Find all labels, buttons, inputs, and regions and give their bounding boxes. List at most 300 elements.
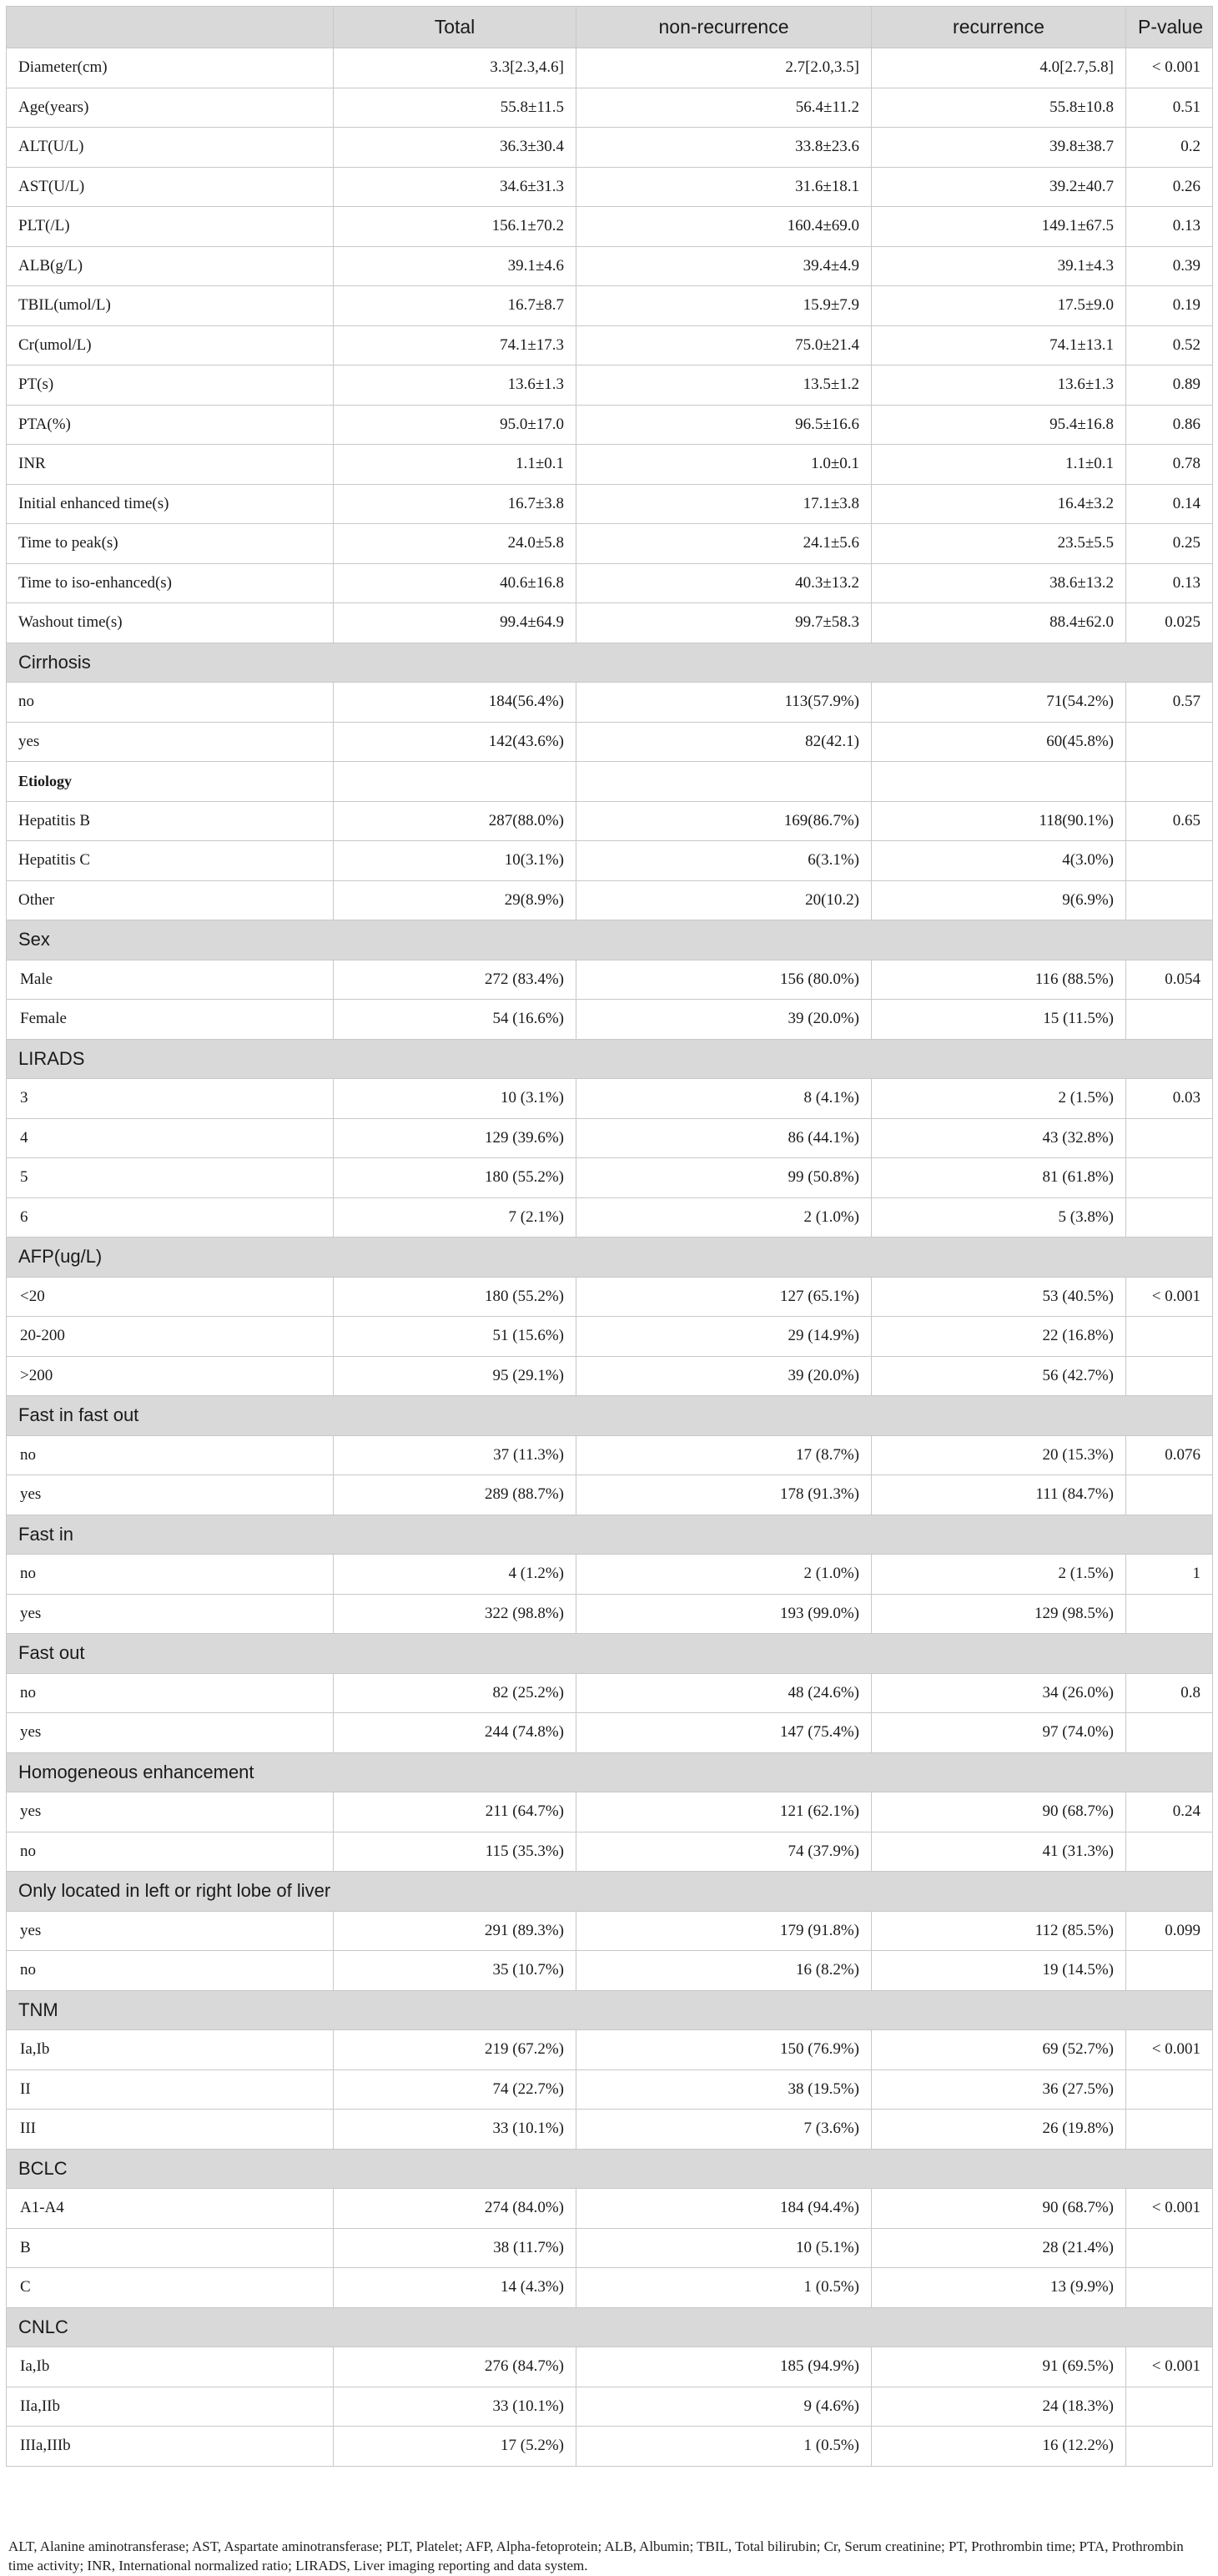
table-row <box>7 1832 1213 1872</box>
non-recurrence-cell: 48 (24.6%) <box>576 1673 872 1713</box>
p-value-cell <box>1126 2427 1213 2467</box>
p-value-cell: 0.14 <box>1126 484 1213 524</box>
non-recurrence-cell: 13.5±1.2 <box>576 365 872 406</box>
total-cell: 36.3±30.4 <box>334 128 576 168</box>
table-row <box>7 1713 1213 1753</box>
non-recurrence-cell: 127 (65.1%) <box>576 1277 872 1317</box>
p-value-cell <box>1126 2110 1213 2150</box>
non-recurrence-cell: 1.0±0.1 <box>576 445 872 485</box>
table-row <box>7 484 1213 524</box>
row-label: Hepatitis B <box>7 801 334 841</box>
p-value-cell: 0.86 <box>1126 405 1213 445</box>
total-cell: 34.6±31.3 <box>334 167 576 207</box>
p-value-cell <box>1126 2268 1213 2308</box>
table-footnote: ALT, Alanine aminotransferase; AST, Aspartate aminotransferase; PLT, Platelet; AFP, Alpha-fetoprotein; ALB, Albumin; TBIL, Total bilirubin; Cr, Serum creatinine; PT, Prothrombin time; PTA, Prothrombin time activity; INR, International normalized ratio; LIRADS, Liver imaging reporting and data system. <box>8 2538 1184 2573</box>
recurrence-cell: 53 (40.5%) <box>872 1277 1126 1317</box>
total-cell: 219 (67.2%) <box>334 2030 576 2070</box>
recurrence-cell: 1.1±0.1 <box>872 445 1126 485</box>
total-cell: 95.0±17.0 <box>334 405 576 445</box>
recurrence-cell: 90 (68.7%) <box>872 2189 1126 2229</box>
p-value-cell: 0.25 <box>1126 524 1213 564</box>
non-recurrence-cell <box>576 762 872 802</box>
recurrence-cell: 5 (3.8%) <box>872 1197 1126 1238</box>
recurrence-cell: 26 (19.8%) <box>872 2110 1126 2150</box>
non-recurrence-cell: 169(86.7%) <box>576 801 872 841</box>
p-value-cell <box>1126 841 1213 881</box>
p-value-cell: 0.025 <box>1126 603 1213 643</box>
row-label: Ia,Ib <box>7 2030 334 2070</box>
group-label: Fast in fast out <box>7 1396 1213 1436</box>
p-value-cell <box>1126 2387 1213 2427</box>
group-header-row <box>7 1634 1213 1674</box>
recurrence-cell: 19 (14.5%) <box>872 1951 1126 1991</box>
non-recurrence-cell: 160.4±69.0 <box>576 207 872 247</box>
row-label: no <box>7 1951 334 1991</box>
row-label: yes <box>7 1475 334 1515</box>
row-label: no <box>7 1435 334 1475</box>
table-row <box>7 325 1213 365</box>
total-cell: 40.6±16.8 <box>334 563 576 603</box>
group-header-row <box>7 2307 1213 2347</box>
non-recurrence-cell: 179 (91.8%) <box>576 1911 872 1951</box>
row-label: C <box>7 2268 334 2308</box>
recurrence-cell: 34 (26.0%) <box>872 1673 1126 1713</box>
table-row <box>7 563 1213 603</box>
table-row <box>7 445 1213 485</box>
table-row <box>7 128 1213 168</box>
p-value-cell <box>1126 2069 1213 2110</box>
non-recurrence-cell: 39.4±4.9 <box>576 246 872 286</box>
table-row <box>7 246 1213 286</box>
recurrence-cell: 9(6.9%) <box>872 880 1126 920</box>
total-cell: 272 (83.4%) <box>334 960 576 1000</box>
table-row <box>7 1158 1213 1198</box>
p-value-cell: 0.52 <box>1126 325 1213 365</box>
non-recurrence-cell: 38 (19.5%) <box>576 2069 872 2110</box>
p-value-cell: 0.2 <box>1126 128 1213 168</box>
row-label: Etiology <box>7 762 334 802</box>
p-value-cell: 0.78 <box>1126 445 1213 485</box>
total-cell: 156.1±70.2 <box>334 207 576 247</box>
table-row <box>7 1594 1213 1634</box>
row-label: Age(years) <box>7 88 334 128</box>
total-cell: 211 (64.7%) <box>334 1792 576 1832</box>
row-label: yes <box>7 1594 334 1634</box>
table-row <box>7 1000 1213 1040</box>
recurrence-cell: 81 (61.8%) <box>872 1158 1126 1198</box>
row-label: 20-200 <box>7 1317 334 1357</box>
non-recurrence-cell: 147 (75.4%) <box>576 1713 872 1753</box>
group-header-row <box>7 1872 1213 1912</box>
recurrence-cell: 17.5±9.0 <box>872 286 1126 326</box>
group-label: Fast in <box>7 1515 1213 1555</box>
row-label: Time to peak(s) <box>7 524 334 564</box>
row-label: B <box>7 2228 334 2268</box>
row-label: PTA(%) <box>7 405 334 445</box>
p-value-cell: < 0.001 <box>1126 2347 1213 2387</box>
table-row <box>7 286 1213 326</box>
table-row <box>7 1792 1213 1832</box>
total-cell: 1.1±0.1 <box>334 445 576 485</box>
non-recurrence-cell: 2 (1.0%) <box>576 1197 872 1238</box>
table-row <box>7 1079 1213 1119</box>
total-cell: 3.3[2.3,4.6] <box>334 48 576 88</box>
group-label: Homogeneous enhancement <box>7 1752 1213 1792</box>
row-label: >200 <box>7 1356 334 1396</box>
p-value-cell: < 0.001 <box>1126 1277 1213 1317</box>
row-label: Washout time(s) <box>7 603 334 643</box>
group-label: CNLC <box>7 2307 1213 2347</box>
p-value-cell: < 0.001 <box>1126 48 1213 88</box>
total-cell: 54 (16.6%) <box>334 1000 576 1040</box>
recurrence-cell: 16.4±3.2 <box>872 484 1126 524</box>
table-row <box>7 2110 1213 2150</box>
table-row <box>7 2347 1213 2387</box>
p-value-cell: 0.24 <box>1126 1792 1213 1832</box>
total-cell: 274 (84.0%) <box>334 2189 576 2229</box>
recurrence-cell: 15 (11.5%) <box>872 1000 1126 1040</box>
non-recurrence-cell: 121 (62.1%) <box>576 1792 872 1832</box>
row-label: Time to iso-enhanced(s) <box>7 563 334 603</box>
p-value-cell: 0.8 <box>1126 1673 1213 1713</box>
recurrence-cell: 39.8±38.7 <box>872 128 1126 168</box>
total-cell: 276 (84.7%) <box>334 2347 576 2387</box>
row-label: no <box>7 683 334 723</box>
row-label: Other <box>7 880 334 920</box>
characteristics-table <box>6 6 1213 2467</box>
non-recurrence-cell: 86 (44.1%) <box>576 1118 872 1158</box>
header-label <box>7 7 334 48</box>
table-row <box>7 1673 1213 1713</box>
non-recurrence-cell: 99 (50.8%) <box>576 1158 872 1198</box>
row-label: AST(U/L) <box>7 167 334 207</box>
recurrence-cell: 56 (42.7%) <box>872 1356 1126 1396</box>
total-cell: 180 (55.2%) <box>334 1158 576 1198</box>
non-recurrence-cell: 29 (14.9%) <box>576 1317 872 1357</box>
total-cell: 38 (11.7%) <box>334 2228 576 2268</box>
group-header-row <box>7 1990 1213 2030</box>
non-recurrence-cell: 15.9±7.9 <box>576 286 872 326</box>
recurrence-cell: 118(90.1%) <box>872 801 1126 841</box>
table-row <box>7 960 1213 1000</box>
table-row <box>7 683 1213 723</box>
recurrence-cell: 88.4±62.0 <box>872 603 1126 643</box>
row-label: 6 <box>7 1197 334 1238</box>
row-label: Hepatitis C <box>7 841 334 881</box>
group-header-row <box>7 920 1213 960</box>
total-cell: 4 (1.2%) <box>334 1555 576 1595</box>
non-recurrence-cell: 178 (91.3%) <box>576 1475 872 1515</box>
p-value-cell: 0.51 <box>1126 88 1213 128</box>
row-label: Initial enhanced time(s) <box>7 484 334 524</box>
total-cell: 129 (39.6%) <box>334 1118 576 1158</box>
p-value-cell: 0.054 <box>1126 960 1213 1000</box>
p-value-cell <box>1126 1317 1213 1357</box>
non-recurrence-cell: 40.3±13.2 <box>576 563 872 603</box>
group-label: AFP(ug/L) <box>7 1238 1213 1278</box>
group-label: TNM <box>7 1990 1213 2030</box>
p-value-cell: 0.099 <box>1126 1911 1213 1951</box>
non-recurrence-cell: 193 (99.0%) <box>576 1594 872 1634</box>
p-value-cell <box>1126 880 1213 920</box>
total-cell: 7 (2.1%) <box>334 1197 576 1238</box>
non-recurrence-cell: 185 (94.9%) <box>576 2347 872 2387</box>
recurrence-cell: 4(3.0%) <box>872 841 1126 881</box>
non-recurrence-cell: 17.1±3.8 <box>576 484 872 524</box>
header-p-value: P-value <box>1126 7 1213 48</box>
non-recurrence-cell: 74 (37.9%) <box>576 1832 872 1872</box>
table-row <box>7 1356 1213 1396</box>
total-cell: 184(56.4%) <box>334 683 576 723</box>
table-row <box>7 207 1213 247</box>
row-label: <20 <box>7 1277 334 1317</box>
table-row <box>7 365 1213 406</box>
row-label: IIIa,IIIb <box>7 2427 334 2467</box>
recurrence-cell: 111 (84.7%) <box>872 1475 1126 1515</box>
non-recurrence-cell: 156 (80.0%) <box>576 960 872 1000</box>
table-row <box>7 603 1213 643</box>
row-label: Diameter(cm) <box>7 48 334 88</box>
row-label: PT(s) <box>7 365 334 406</box>
recurrence-cell: 55.8±10.8 <box>872 88 1126 128</box>
p-value-cell <box>1126 1356 1213 1396</box>
total-cell: 17 (5.2%) <box>334 2427 576 2467</box>
total-cell: 322 (98.8%) <box>334 1594 576 1634</box>
table-row <box>7 1911 1213 1951</box>
recurrence-cell: 16 (12.2%) <box>872 2427 1126 2467</box>
total-cell: 115 (35.3%) <box>334 1832 576 1872</box>
p-value-cell <box>1126 1594 1213 1634</box>
recurrence-cell: 97 (74.0%) <box>872 1713 1126 1753</box>
table-row <box>7 167 1213 207</box>
recurrence-cell: 95.4±16.8 <box>872 405 1126 445</box>
table-row <box>7 1475 1213 1515</box>
recurrence-cell: 116 (88.5%) <box>872 960 1126 1000</box>
table-row <box>7 2030 1213 2070</box>
recurrence-cell: 20 (15.3%) <box>872 1435 1126 1475</box>
total-cell: 10(3.1%) <box>334 841 576 881</box>
non-recurrence-cell: 82(42.1) <box>576 722 872 762</box>
table-row <box>7 2189 1213 2229</box>
non-recurrence-cell: 1 (0.5%) <box>576 2427 872 2467</box>
non-recurrence-cell: 113(57.9%) <box>576 683 872 723</box>
recurrence-cell: 2 (1.5%) <box>872 1079 1126 1119</box>
total-cell: 95 (29.1%) <box>334 1356 576 1396</box>
subgroup-header-row <box>7 762 1213 802</box>
total-cell: 16.7±8.7 <box>334 286 576 326</box>
total-cell: 33 (10.1%) <box>334 2110 576 2150</box>
p-value-cell: 0.57 <box>1126 683 1213 723</box>
table-row <box>7 801 1213 841</box>
row-label: IIa,IIb <box>7 2387 334 2427</box>
recurrence-cell: 149.1±67.5 <box>872 207 1126 247</box>
total-cell: 244 (74.8%) <box>334 1713 576 1753</box>
p-value-cell <box>1126 1197 1213 1238</box>
table-body <box>7 48 1213 2467</box>
recurrence-cell: 4.0[2.7,5.8] <box>872 48 1126 88</box>
non-recurrence-cell: 2.7[2.0,3.5] <box>576 48 872 88</box>
recurrence-cell: 36 (27.5%) <box>872 2069 1126 2110</box>
recurrence-cell: 22 (16.8%) <box>872 1317 1126 1357</box>
p-value-cell <box>1126 1000 1213 1040</box>
row-label: 3 <box>7 1079 334 1119</box>
recurrence-cell: 39.2±40.7 <box>872 167 1126 207</box>
table-row <box>7 88 1213 128</box>
table-row <box>7 1951 1213 1991</box>
row-label: no <box>7 1555 334 1595</box>
row-label: 5 <box>7 1158 334 1198</box>
recurrence-cell: 28 (21.4%) <box>872 2228 1126 2268</box>
row-label: yes <box>7 722 334 762</box>
p-value-cell <box>1126 2228 1213 2268</box>
p-value-cell: 0.03 <box>1126 1079 1213 1119</box>
non-recurrence-cell: 75.0±21.4 <box>576 325 872 365</box>
p-value-cell: 0.65 <box>1126 801 1213 841</box>
table-row <box>7 1317 1213 1357</box>
group-label: LIRADS <box>7 1039 1213 1079</box>
non-recurrence-cell: 96.5±16.6 <box>576 405 872 445</box>
non-recurrence-cell: 8 (4.1%) <box>576 1079 872 1119</box>
non-recurrence-cell: 150 (76.9%) <box>576 2030 872 2070</box>
total-cell: 14 (4.3%) <box>334 2268 576 2308</box>
row-label: Female <box>7 1000 334 1040</box>
recurrence-cell: 71(54.2%) <box>872 683 1126 723</box>
row-label: ALT(U/L) <box>7 128 334 168</box>
row-label: II <box>7 2069 334 2110</box>
total-cell: 291 (89.3%) <box>334 1911 576 1951</box>
table-row <box>7 48 1213 88</box>
table-row <box>7 1435 1213 1475</box>
row-label: yes <box>7 1713 334 1753</box>
table-row <box>7 1277 1213 1317</box>
recurrence-cell: 24 (18.3%) <box>872 2387 1126 2427</box>
total-cell: 289 (88.7%) <box>334 1475 576 1515</box>
non-recurrence-cell: 99.7±58.3 <box>576 603 872 643</box>
row-label: TBIL(umol/L) <box>7 286 334 326</box>
recurrence-cell <box>872 762 1126 802</box>
header-recurrence: recurrence <box>872 7 1126 48</box>
p-value-cell <box>1126 1832 1213 1872</box>
p-value-cell <box>1126 1118 1213 1158</box>
row-label: 4 <box>7 1118 334 1158</box>
row-label: Ia,Ib <box>7 2347 334 2387</box>
non-recurrence-cell: 24.1±5.6 <box>576 524 872 564</box>
table-row <box>7 841 1213 881</box>
p-value-cell: 0.13 <box>1126 207 1213 247</box>
non-recurrence-cell: 56.4±11.2 <box>576 88 872 128</box>
total-cell: 24.0±5.8 <box>334 524 576 564</box>
group-label: Sex <box>7 920 1213 960</box>
p-value-cell: 0.13 <box>1126 563 1213 603</box>
non-recurrence-cell: 184 (94.4%) <box>576 2189 872 2229</box>
p-value-cell: 0.89 <box>1126 365 1213 406</box>
recurrence-cell: 41 (31.3%) <box>872 1832 1126 1872</box>
non-recurrence-cell: 39 (20.0%) <box>576 1356 872 1396</box>
row-label: no <box>7 1832 334 1872</box>
table-row <box>7 1118 1213 1158</box>
p-value-cell <box>1126 1475 1213 1515</box>
total-cell: 74 (22.7%) <box>334 2069 576 2110</box>
p-value-cell <box>1126 762 1213 802</box>
non-recurrence-cell: 7 (3.6%) <box>576 2110 872 2150</box>
total-cell: 99.4±64.9 <box>334 603 576 643</box>
total-cell: 39.1±4.6 <box>334 246 576 286</box>
p-value-cell <box>1126 722 1213 762</box>
table-row <box>7 1555 1213 1595</box>
row-label: INR <box>7 445 334 485</box>
non-recurrence-cell: 9 (4.6%) <box>576 2387 872 2427</box>
p-value-cell: 0.39 <box>1126 246 1213 286</box>
table-row <box>7 405 1213 445</box>
total-cell: 51 (15.6%) <box>334 1317 576 1357</box>
recurrence-cell: 60(45.8%) <box>872 722 1126 762</box>
non-recurrence-cell: 31.6±18.1 <box>576 167 872 207</box>
table-row <box>7 2268 1213 2308</box>
row-label: yes <box>7 1911 334 1951</box>
table-row <box>7 524 1213 564</box>
group-header-row <box>7 1039 1213 1079</box>
header-total: Total <box>334 7 576 48</box>
group-header-row <box>7 2149 1213 2189</box>
recurrence-cell: 69 (52.7%) <box>872 2030 1126 2070</box>
p-value-cell <box>1126 1158 1213 1198</box>
total-cell: 33 (10.1%) <box>334 2387 576 2427</box>
p-value-cell: 0.076 <box>1126 1435 1213 1475</box>
total-cell: 16.7±3.8 <box>334 484 576 524</box>
group-header-row <box>7 643 1213 683</box>
recurrence-cell: 39.1±4.3 <box>872 246 1126 286</box>
p-value-cell: 0.26 <box>1126 167 1213 207</box>
recurrence-cell: 90 (68.7%) <box>872 1792 1126 1832</box>
row-label: no <box>7 1673 334 1713</box>
row-label: III <box>7 2110 334 2150</box>
group-header-row <box>7 1238 1213 1278</box>
group-label: Fast out <box>7 1634 1213 1674</box>
non-recurrence-cell: 20(10.2) <box>576 880 872 920</box>
total-cell: 29(8.9%) <box>334 880 576 920</box>
p-value-cell <box>1126 1713 1213 1753</box>
row-label: yes <box>7 1792 334 1832</box>
non-recurrence-cell: 6(3.1%) <box>576 841 872 881</box>
recurrence-cell: 112 (85.5%) <box>872 1911 1126 1951</box>
non-recurrence-cell: 1 (0.5%) <box>576 2268 872 2308</box>
recurrence-cell: 38.6±13.2 <box>872 563 1126 603</box>
non-recurrence-cell: 33.8±23.6 <box>576 128 872 168</box>
total-cell: 180 (55.2%) <box>334 1277 576 1317</box>
row-label: PLT(/L) <box>7 207 334 247</box>
total-cell: 55.8±11.5 <box>334 88 576 128</box>
header-non-recurrence: non-recurrence <box>576 7 872 48</box>
recurrence-cell: 13 (9.9%) <box>872 2268 1126 2308</box>
group-label: BCLC <box>7 2149 1213 2189</box>
p-value-cell: 1 <box>1126 1555 1213 1595</box>
table-row <box>7 2069 1213 2110</box>
group-header-row <box>7 1396 1213 1436</box>
row-label: ALB(g/L) <box>7 246 334 286</box>
p-value-cell: 0.19 <box>1126 286 1213 326</box>
group-header-row <box>7 1515 1213 1555</box>
recurrence-cell: 23.5±5.5 <box>872 524 1126 564</box>
total-cell <box>334 762 576 802</box>
group-label: Cirrhosis <box>7 643 1213 683</box>
table-row <box>7 2427 1213 2467</box>
table-row <box>7 2387 1213 2427</box>
total-cell: 74.1±17.3 <box>334 325 576 365</box>
p-value-cell: < 0.001 <box>1126 2030 1213 2070</box>
group-header-row <box>7 1752 1213 1792</box>
table-row <box>7 2228 1213 2268</box>
table-header-row <box>7 7 1213 48</box>
